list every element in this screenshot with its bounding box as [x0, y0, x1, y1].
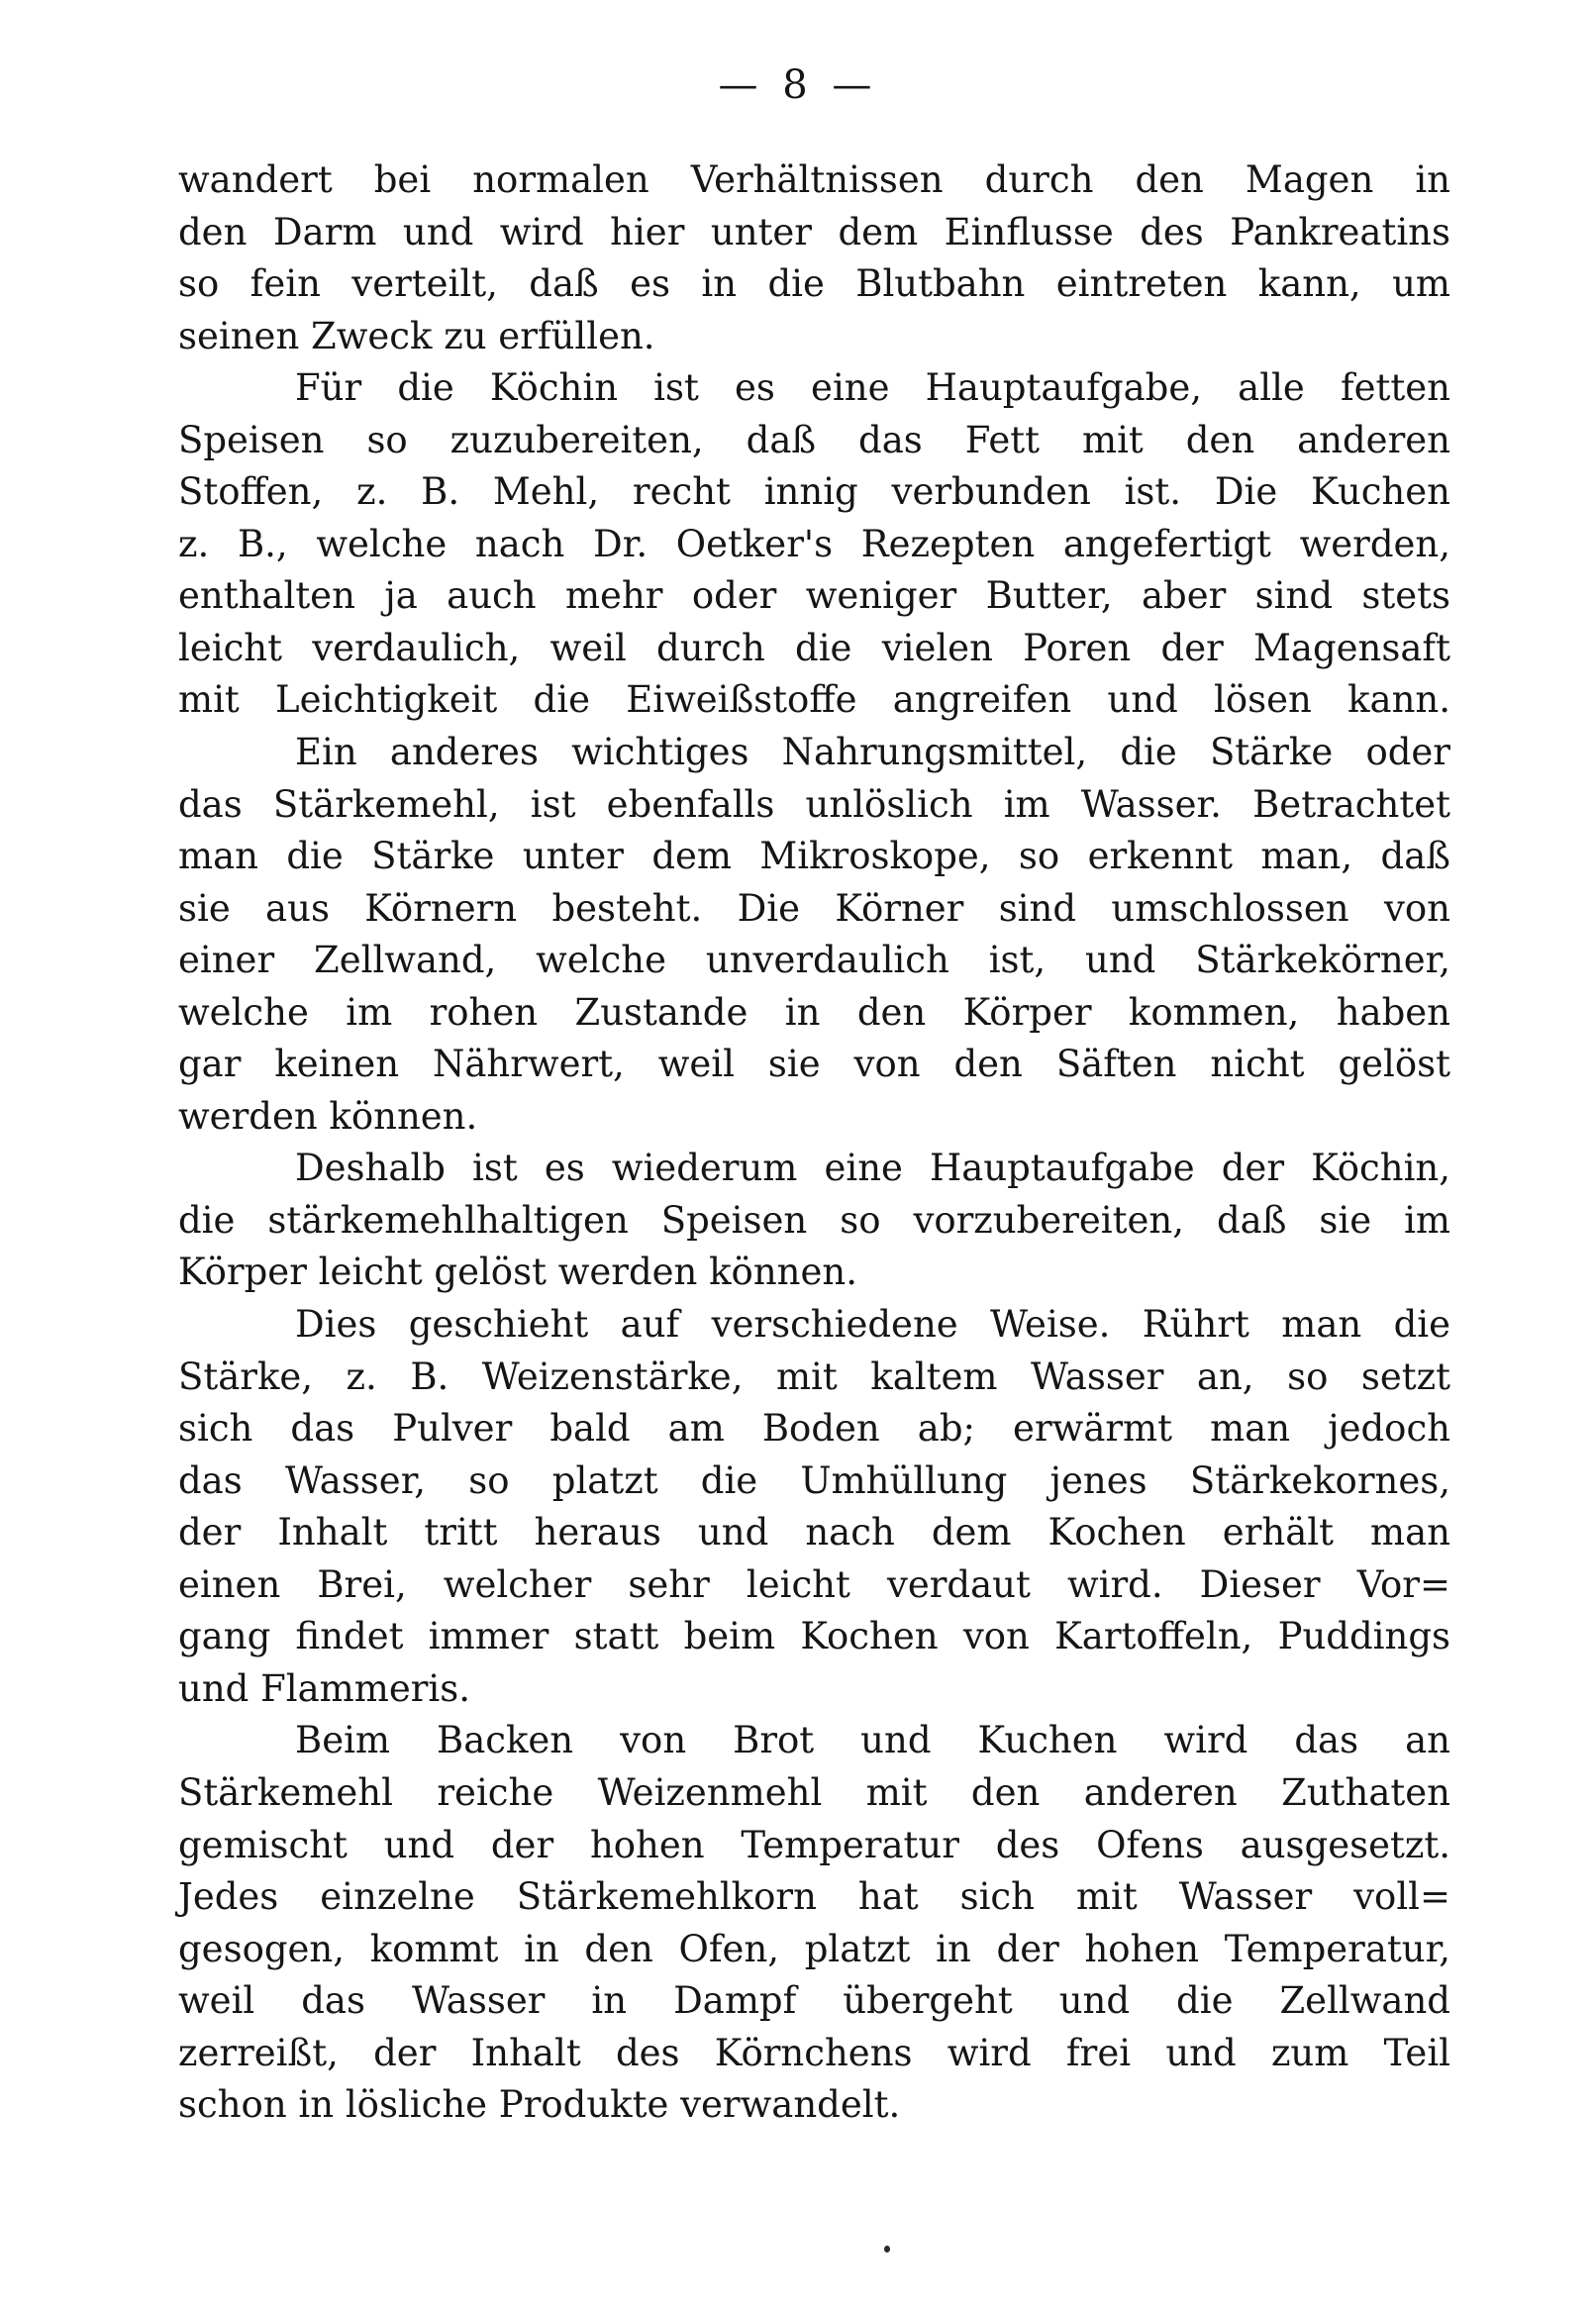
text-line: gesogen, kommt in den Ofen, platzt in der hohen Temperatur,: [178, 1927, 1450, 1970]
text-line: sich das Pulver bald am Boden ab; erwärmt man jedoch: [178, 1407, 1450, 1451]
text-line: Ein anderes wichtiges Nahrungsmittel, die Stärke oder: [295, 731, 1450, 774]
text-line: Stoffen, z. B. Mehl, recht innig verbunden ist. Die Kuchen: [178, 470, 1450, 514]
text-line: sie aus Körnern besteht. Die Körner sind umschlossen von: [178, 886, 1450, 930]
text-line: z. B., welche nach Dr. Oetker's Rezepten angefertigt werden,: [178, 522, 1450, 565]
text-line: leicht verdaulich, weil durch die vielen Poren der Magensaft: [178, 626, 1450, 669]
text-line: Deshalb ist es wiederum eine Hauptaufgabe der Köchin,: [295, 1147, 1450, 1190]
text-line: Stärkemehl reiche Weizenmehl mit den anderen Zuthaten: [178, 1770, 1450, 1814]
text-line: Körper leicht gelöst werden können.: [178, 1251, 857, 1294]
text-line: Dies geschieht auf verschiedene Weise. Rührt man die: [295, 1303, 1450, 1347]
text-line: welche im rohen Zustande in den Körper kommen, haben: [178, 990, 1450, 1034]
text-line: einen Brei, welcher sehr leicht verdaut wird. Dieser Vor=: [178, 1562, 1450, 1606]
text-line: zerreißt, der Inhalt des Körnchens wird frei und zum Teil: [178, 2031, 1450, 2074]
text-line: wandert bei normalen Verhältnissen durch den Magen in: [178, 158, 1450, 201]
text-line: einer Zellwand, welche unverdaulich ist, und Stärkekörner,: [178, 939, 1450, 982]
text-line: schon in lösliche Produkte verwandelt.: [178, 2083, 901, 2127]
text-line: weil das Wasser in Dampf übergeht und die Zellwand: [178, 1979, 1450, 2023]
text-line: und Flammeris.: [178, 1666, 471, 1710]
text-line: Speisen so zuzubereiten, daß das Fett mit den anderen: [178, 418, 1450, 461]
text-line: Beim Backen von Brot und Kuchen wird das an: [295, 1719, 1450, 1762]
text-line: gang findet immer statt beim Kochen von Kartoffeln, Puddings: [178, 1615, 1450, 1658]
text-line: seinen Zweck zu erfüllen.: [178, 314, 655, 357]
text-line: Für die Köchin ist es eine Hauptaufgabe, alle fetten: [295, 366, 1450, 410]
text-line: Jedes einzelne Stärkemehlkorn hat sich mit Wasser voll=: [178, 1875, 1450, 1919]
text-line: den Darm und wird hier unter dem Einflusse des Pankreatins: [178, 210, 1450, 253]
text-line: das Stärkemehl, ist ebenfalls unlöslich im Wasser. Betrachtet: [178, 782, 1450, 826]
text-line: gemischt und der hohen Temperatur des Ofens ausgesetzt.: [178, 1823, 1450, 1866]
text-line: man die Stärke unter dem Mikroskope, so erkennt man, daß: [178, 835, 1450, 878]
text-line: das Wasser, so platzt die Umhüllung jenes Stärkekornes,: [178, 1458, 1450, 1502]
text-line: gar keinen Nährwert, weil sie von den Säften nicht gelöst: [178, 1043, 1450, 1086]
text-line: der Inhalt tritt heraus und nach dem Kochen erhält man: [178, 1511, 1450, 1555]
text-line: mit Leichtigkeit die Eiweißstoffe angreifen und lösen kann.: [178, 678, 1450, 722]
ink-speck: [884, 2246, 890, 2253]
page-body-text: [178, 154, 1450, 2132]
page-number: — 8 —: [718, 62, 878, 108]
text-line: Stärke, z. B. Weizenstärke, mit kaltem Wasser an, so setzt: [178, 1354, 1450, 1398]
text-line: werden können.: [178, 1094, 478, 1138]
text-line: die stärkemehlhaltigen Speisen so vorzubereiten, daß sie im: [178, 1198, 1450, 1242]
text-line: enthalten ja auch mehr oder weniger Butter, aber sind stets: [178, 574, 1450, 618]
text-line: so fein verteilt, daß es in die Blutbahn eintreten kann, um: [178, 262, 1450, 306]
